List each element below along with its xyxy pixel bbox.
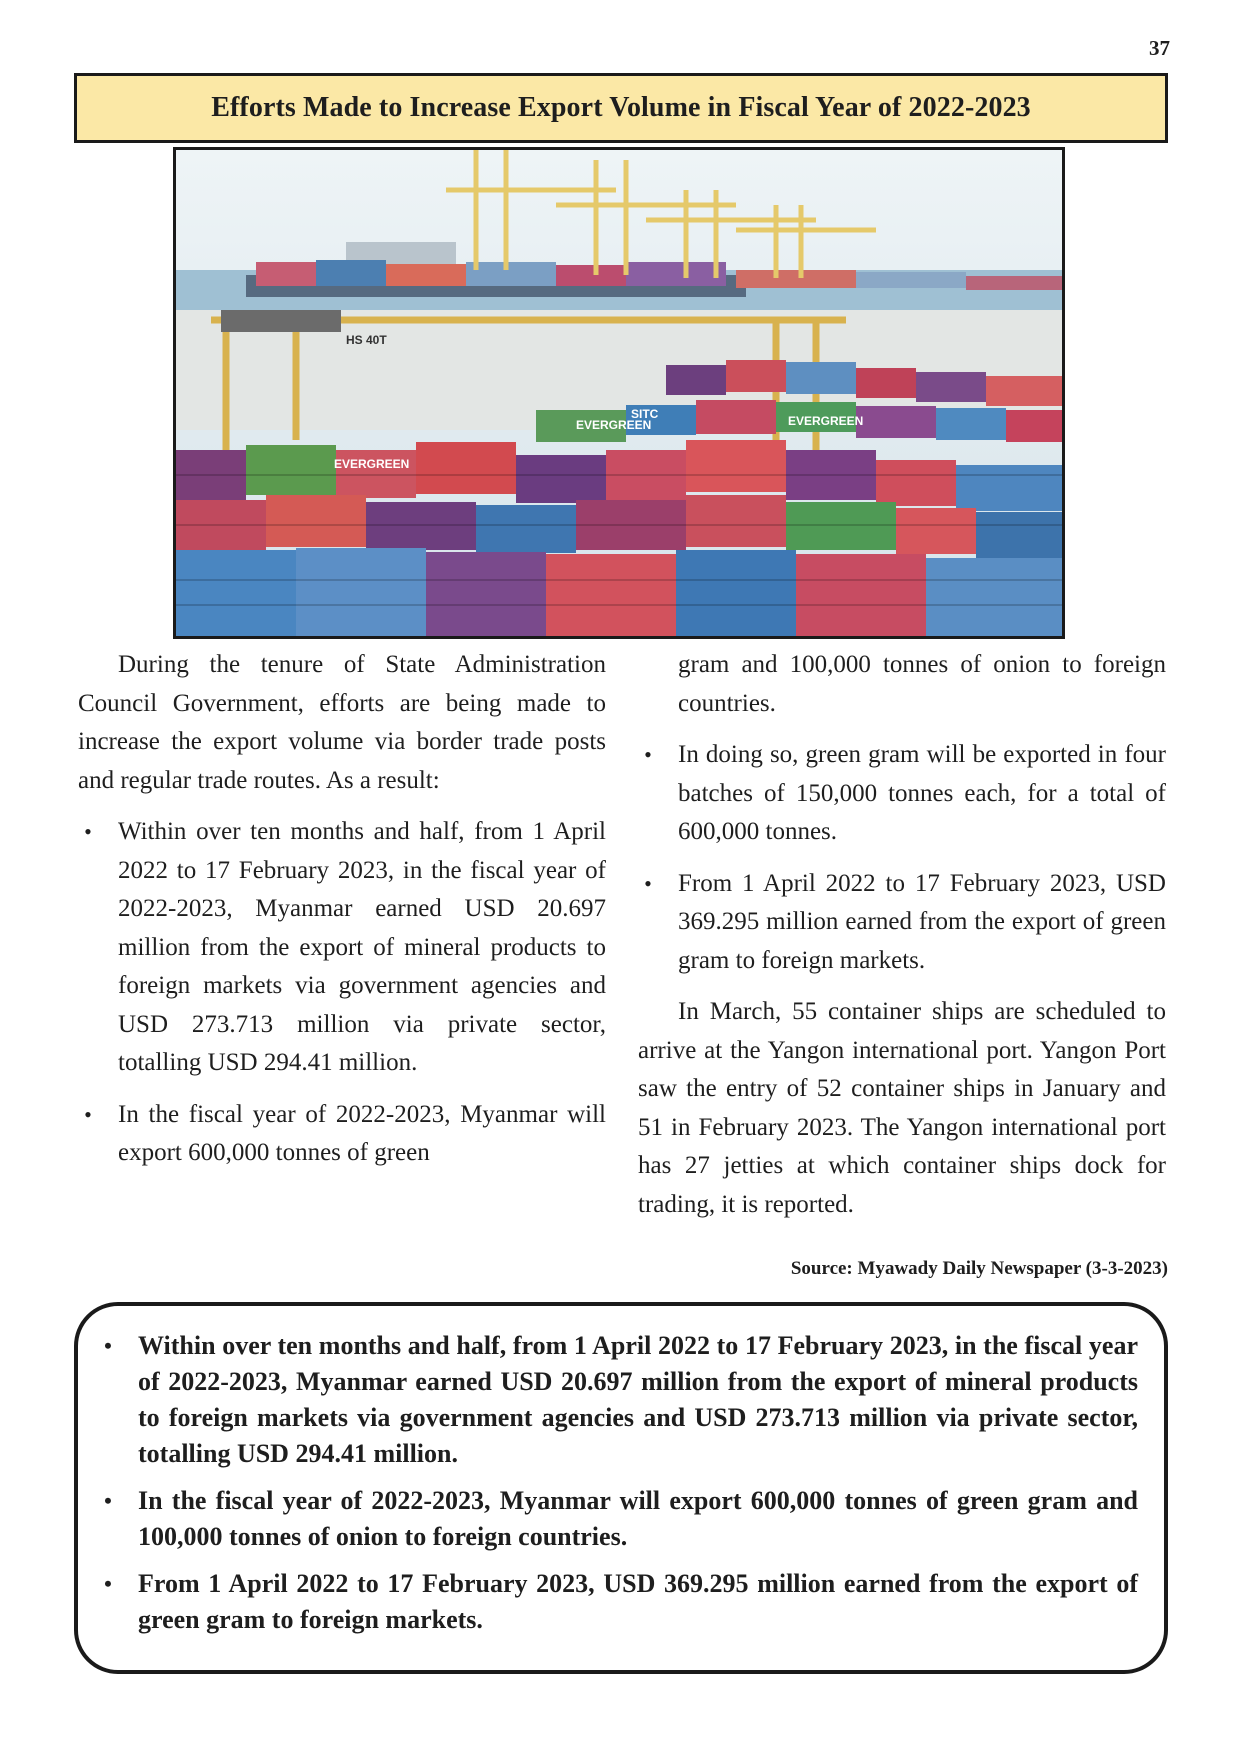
- list-item-text: Within over ten months and half, from 1 April 2022 to 17 February 2023, in the fiscal year of 2022-2023, Myanmar earned USD 20.697 million from the export of mineral products to foreign markets via government agencies and USD 273.713 million via private sector, totalling USD 294.41 million.: [118, 818, 606, 1076]
- list-item-text: Within over ten months and half, from 1 April 2022 to 17 February 2023, in the fiscal year of 2022-2023, Myanmar earned USD 20.697 million from the export of mineral products to foreign markets via government agencies and USD 273.713 million via private sector, totalling USD 294.41 million.: [138, 1331, 1138, 1468]
- list-item-text: In doing so, green gram will be exported in four batches of 150,000 tonnes each, for a total of 600,000 tonnes.: [678, 741, 1166, 845]
- left-bullet-list: [78, 813, 606, 1173]
- bullet-icon: •: [84, 819, 92, 844]
- summary-box: [74, 1302, 1168, 1674]
- list-item: [78, 813, 606, 1083]
- continued-bullet-text: gram and 100,000 tonnes of onion to foreign countries.: [678, 651, 1166, 717]
- left-column: [78, 646, 606, 1186]
- list-item: [638, 736, 1166, 852]
- right-column: [638, 646, 1166, 1237]
- gantry-label: HS 40T: [346, 333, 387, 347]
- list-item-text: From 1 April 2022 to 17 February 2023, USD 369.295 million earned from the export of green gram to foreign markets.: [138, 1569, 1138, 1634]
- bullet-icon: •: [84, 1101, 92, 1127]
- container-label: SITC: [631, 407, 659, 421]
- summary-bullet-list: [98, 1328, 1138, 1638]
- list-item-text: From 1 April 2022 to 17 February 2023, USD 369.295 million earned from the export of green gram to foreign markets.: [678, 869, 1166, 974]
- container-label: EVERGREEN: [334, 457, 410, 471]
- closing-paragraph: In March, 55 container ships are scheduled to arrive at the Yangon international port. Yangon Port saw the entry of 52 container ships in January and 51 in February 2023. The Yangon international port has 27 jetties at which container ships dock for trading, it is reported.: [638, 998, 1166, 1218]
- container-label: EVERGREEN: [576, 418, 652, 432]
- list-item: [98, 1328, 1138, 1472]
- list-item: [98, 1483, 1138, 1555]
- bullet-icon: •: [644, 870, 652, 896]
- list-item: [78, 1096, 606, 1173]
- bullet-icon: •: [644, 742, 652, 767]
- container-port-photo: [173, 147, 1065, 639]
- list-item: [98, 1566, 1138, 1638]
- intro-paragraph: During the tenure of State Administration Council Government, efforts are being made to increase the export volume via border trade posts and regular trade routes. As a result:: [78, 651, 606, 794]
- container-label: EVERGREEN: [788, 414, 864, 428]
- bullet-icon: •: [104, 1571, 112, 1596]
- bullet-icon: •: [104, 1333, 112, 1358]
- page-title: Efforts Made to Increase Export Volume in Fiscal Year of 2022-2023: [211, 92, 1031, 123]
- list-item-text: In the fiscal year of 2022-2023, Myanmar will export 600,000 tonnes of green: [118, 1100, 606, 1166]
- source-citation: Source: Myawady Daily Newspaper (3-3-2023): [790, 1258, 1168, 1279]
- page-number: 37: [1149, 36, 1170, 60]
- container-port-illustration: [176, 150, 1062, 636]
- list-item-text: In the fiscal year of 2022-2023, Myanmar will export 600,000 tonnes of green gram and 100,000 tonnes of onion to foreign countries.: [138, 1486, 1138, 1551]
- title-banner: [74, 73, 1168, 143]
- right-bullet-list: [638, 736, 1166, 980]
- bullet-icon: •: [104, 1488, 112, 1513]
- list-item: [638, 865, 1166, 981]
